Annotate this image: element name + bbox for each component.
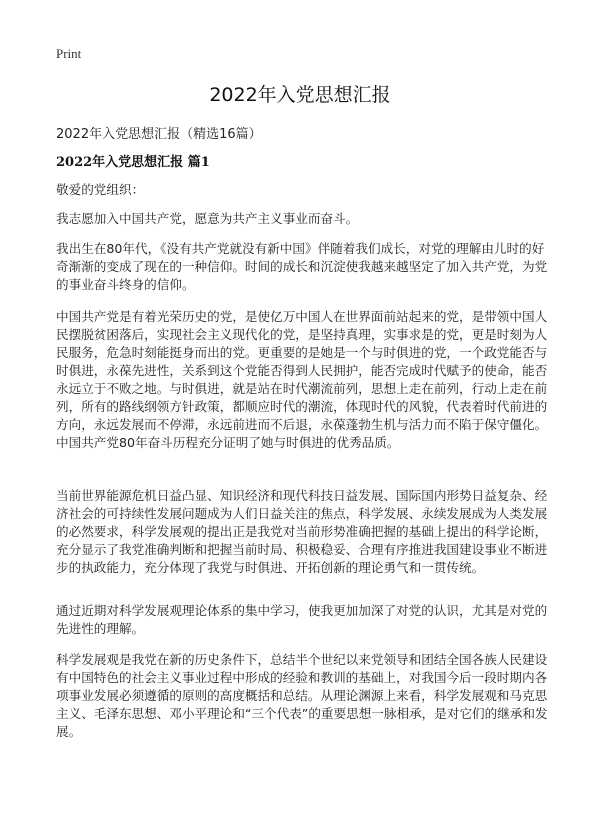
print-link[interactable]: Print (56, 46, 82, 61)
paragraph-6: 科学发展观是我党在新的历史条件下，总结半个世纪以来党领导和团结全国各族人民建设有中国特色的社会主义事业过程中形成的经验和教训的基础上，对我国今后一段时期内各项事业发展必须遵循的原则的高度概括和总结。从理论渊源上来看，科学发展观和马克思主义、毛泽东思想、邓小平理论和“三个代表”的重要思想一脉相承，是对它们的继承和发展。 (56, 652, 548, 739)
paragraph-2: 我出生在80年代，《没有共产党就没有新中国》伴随着我们成长，对党的理解由儿时的好奇渐渐的变成了现在的一种信仰。时间的成长和沉淀使我越来越坚定了加入共产党，为党的事业奋斗终身的信仰。 (56, 241, 548, 292)
paragraph-3: 中国共产党是有着光荣历史的党，是使亿万中国人在世界面前站起来的党，是带领中国人民摆脱贫困落后，实现社会主义现代化的党，是坚持真理，实事求是的党，更是时刻为人民服务，危急时刻能挺身而出的党。更重要的是她是一个与时俱进的党，一个政党能否与时俱进，永葆先进性，关系到这个党能否得到人民拥护，能否完成时代赋予的使命，能否永远立于不败之地。与时俱进，就是站在时代潮流前列，思想上走在前列，行动上走在前列，所有的路线纲领方针政策，都顺应时代的潮流，体现时代的风貌，代表着时代前进的方向，永远发展而不停滞，永远前进而不后退，永葆蓬勃生机与活力而不陷于保守僵化。中国共产党80年奋斗历程充分证明了她与时俱进的优秀品质。 (56, 309, 548, 450)
section-heading: 2022年入党思想汇报 篇1 (56, 155, 210, 170)
document-subtitle: 2022年入党思想汇报（精选16篇） (56, 127, 262, 142)
salutation: 敬爱的党组织： (56, 182, 145, 197)
page-title: 2022年入党思想汇报 (209, 84, 391, 106)
paragraph-4: 当前世界能源危机日益凸显、知识经济和现代科技日益发展、国际国内形势日益复杂、经济社会的可持续性发展问题成为人们日益关注的焦点，科学发展、永续发展成为人类发展的必然要求，科学发展观的提出正是我党对当前形势准确把握的基础上提出的科学论断，充分显示了我党准确判断和把握当前时局、积极稳妥、合理有序推进我国建设事业不断进步的执政能力，充分体现了我党与时俱进、开拓创新的理论勇气和一贯传统。 (56, 488, 548, 575)
paragraph-1: 我志愿加入中国共产党，愿意为共产主义事业而奋斗。 (56, 211, 359, 226)
paragraph-5: 通过近期对科学发展观理论体系的集中学习，使我更加加深了对党的认识，尤其是对党的先进性的理解。 (56, 603, 548, 636)
